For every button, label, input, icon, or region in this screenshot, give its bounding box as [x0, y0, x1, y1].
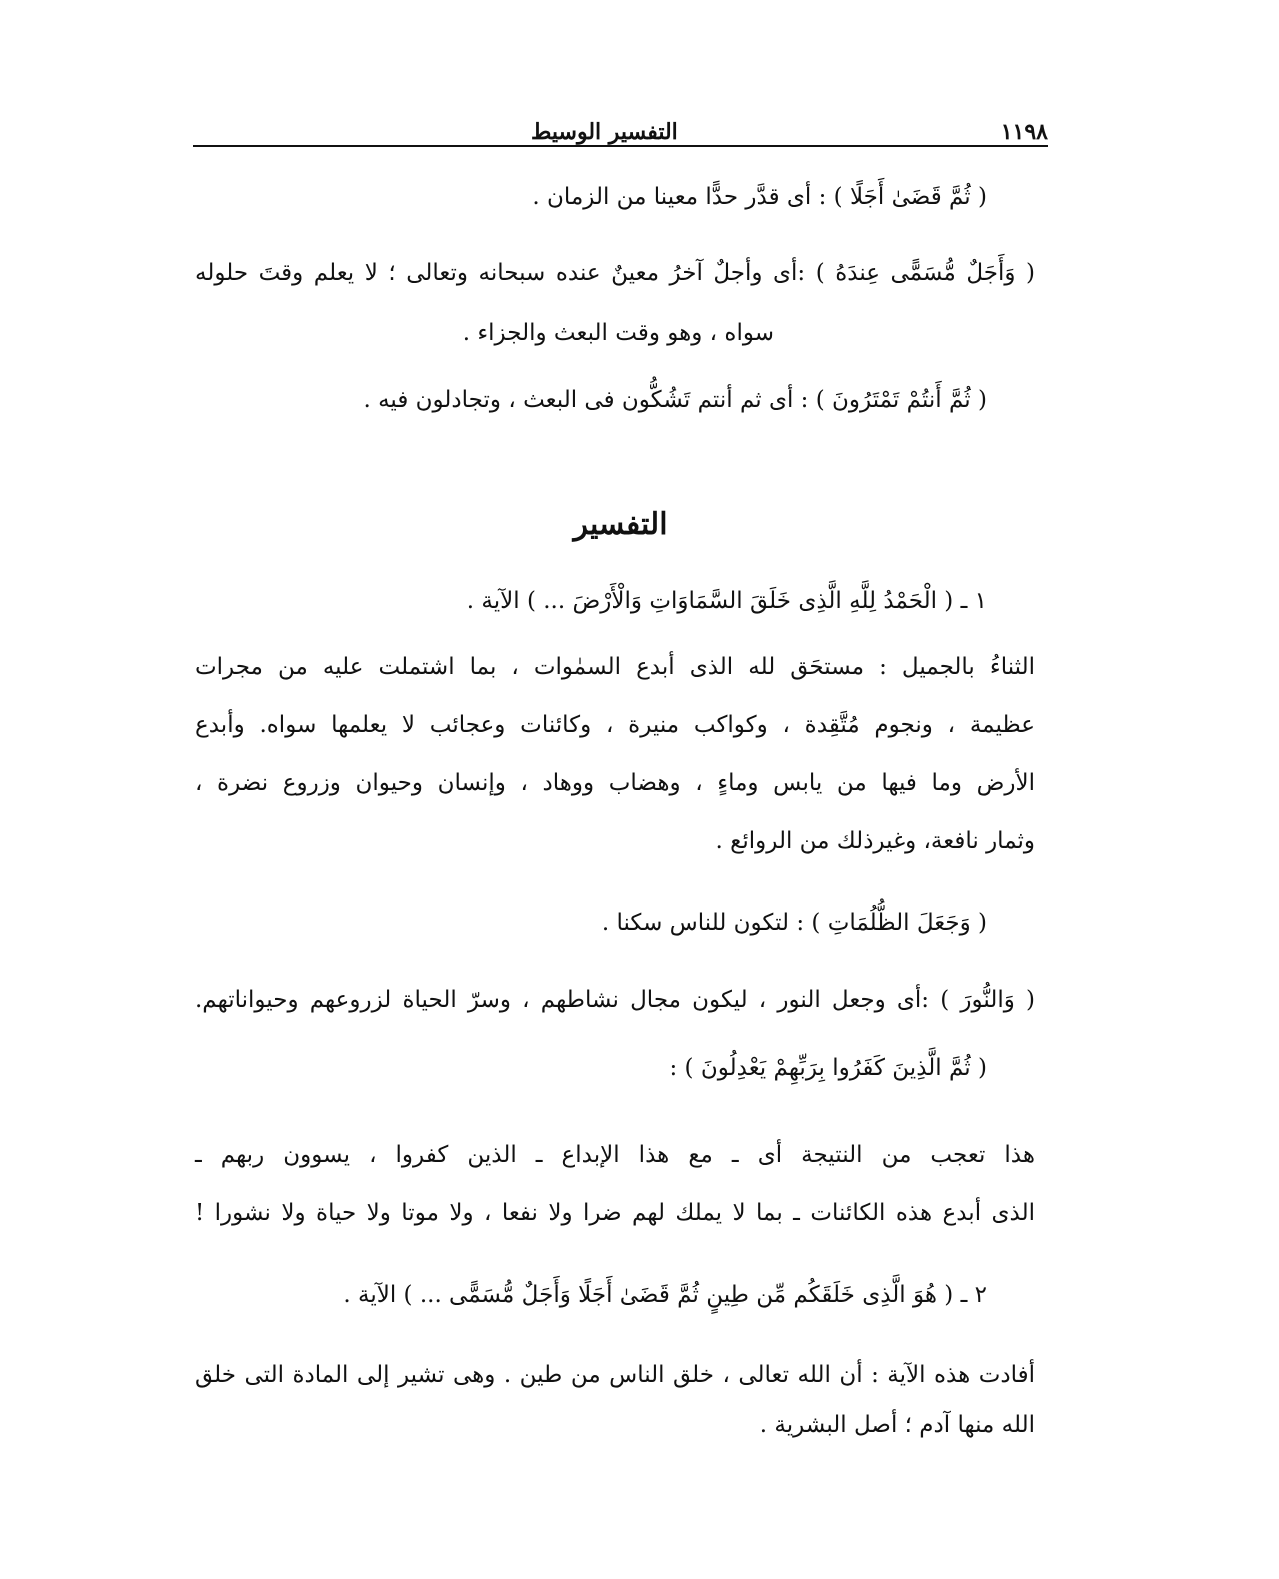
- paragraph-line: الثناءُ بالجميل : مستحَق لله الذى أبدع السمٰوات ، بما اشتملت عليه من مجرات: [195, 654, 1035, 680]
- glossary-line: ( ثُمَّ أَنتُمْ تَمْتَرُونَ ) : أى ثم أنتم تَشُكُّون فى البعث ، وتجادلون فيه .: [363, 387, 987, 413]
- verse-heading: ١ ـ ( الْحَمْدُ لِلَّهِ الَّذِى خَلَقَ السَّمَاوَاتِ وَالْأَرْضَ ... ) الآية .: [466, 588, 987, 614]
- paragraph-line: وثمار نافعة، وغيرذلك من الروائع .: [715, 828, 1035, 854]
- glossary-line: سواه ، وهو وقت البعث والجزاء .: [462, 320, 774, 346]
- paragraph-line: الأرض وما فيها من يابس وماءٍ ، وهضاب ووهاد ، وإنسان وحيوان وزروع نضرة ،: [195, 770, 1035, 796]
- running-title: التفسير الوسيط: [531, 119, 678, 145]
- paragraph-line: الذى أبدع هذه الكائنات ـ بما لا يملك لهم ضرا ولا نفعا ، ولا موتا ولا حياة ولا نشورا !: [195, 1200, 1035, 1226]
- paragraph-line: الله منها آدم ؛ أصل البشرية .: [759, 1412, 1035, 1438]
- glossary-line: ( وَأَجَلٌ مُّسَمًّى عِندَهُ ) :أى وأجلٌ آخرُ معينٌ عنده سبحانه وتعالى ؛ لا يعلم وقتَ حلوله: [195, 260, 1035, 286]
- page-number: ١١٩٨: [1000, 119, 1048, 145]
- paragraph-line: ( وَالنُّورَ ) :أى وجعل النور ، ليكون مجال نشاطهم ، وسرّ الحياة لزروعهم وحيواناتهم.: [195, 987, 1035, 1013]
- header-rule: [193, 145, 1048, 147]
- paragraph-line: أفادت هذه الآية : أن الله تعالى ، خلق الناس من طين . وهى تشير إلى المادة التى خلق: [195, 1362, 1035, 1388]
- paragraph-line: ( وَجَعَلَ الظُّلُمَاتِ ) : لتكون للناس سكنا .: [601, 910, 987, 936]
- section-heading: التفسير: [573, 507, 668, 542]
- paragraph-line: هذا تعجب من النتيجة أى ـ مع هذا الإبداع ـ الذين كفروا ، يسوون ربهم ـ: [195, 1142, 1035, 1168]
- paragraph-line: عظيمة ، ونجوم مُتَّقِدة ، وكواكب منيرة ، وكائنات وعجائب لا يعلمها سواه. وأبدع: [195, 712, 1035, 738]
- paragraph-line: ( ثُمَّ الَّذِينَ كَفَرُوا بِرَبِّهِمْ يَعْدِلُونَ ) :: [669, 1055, 987, 1081]
- verse-heading: ٢ ـ ( هُوَ الَّذِى خَلَقَكُم مِّن طِينٍ ثُمَّ قَضَىٰ أَجَلًا وَأَجَلٌ مُّسَمًّى ... ) الآية .: [343, 1282, 987, 1308]
- glossary-line: ( ثُمَّ قَضَىٰ أَجَلًا ) : أى قدَّر حدًّا معينا من الزمان .: [532, 184, 987, 210]
- page-header: [193, 105, 1048, 145]
